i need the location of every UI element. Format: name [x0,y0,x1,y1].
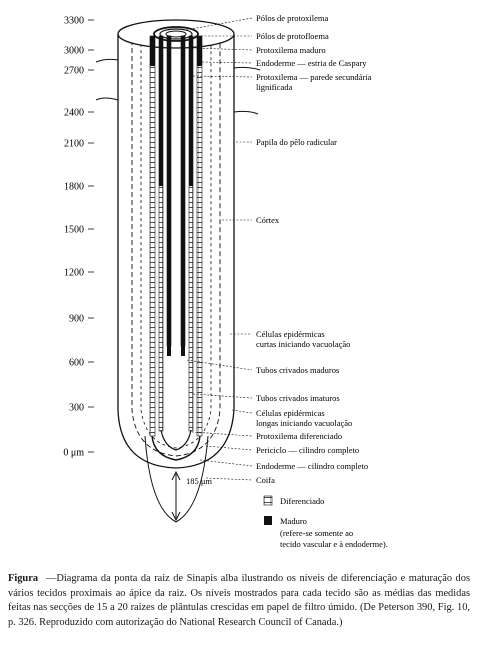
legend [264,496,388,549]
legend-mature-label: Maduro [280,516,307,526]
callout-label: Pólos de protoxilema [256,13,329,23]
legend-differentiated-label: Diferenciado [280,496,325,506]
axis-label: 1500 [64,224,84,236]
callout-label: Periciclo — cilindro completo [256,445,360,455]
callout-label: Protoxilema — parede secundária [256,72,372,82]
callout-label: Córtex [256,215,280,225]
caption-text: —Diagrama da ponta da raiz de Sinapis alba ilustrando os níveis de diferenciação e maturação dos vários tecidos proximais ao ápice da raiz. Os níveis mostrados para cada tecido são as médias das medidas feitas nas secções de 15 a 20 raízes de plântulas crescidas em papel de filtro úmido. (De Peterson 390, Fig. 10, p. 326. Reproduzido com autorização do National Research Council of Canada.) [8,573,470,628]
axis-label: 3300 [64,15,84,27]
callout-label: Coifa [256,475,275,485]
callout-label: Tubos crivados maduros [256,365,340,375]
callout-leader [232,410,252,413]
callout-label: Protoxilema maduro [256,45,326,55]
axis-label: 600 [69,357,84,369]
legend-differentiated-swatch [264,496,272,505]
root-outline [96,20,260,522]
axis-label: 900 [69,313,84,325]
callout-label: Protoxilema diferenciado [256,431,343,441]
legend-mature-note-1: (refere-se somente ao [280,528,354,538]
callout-label: Células epidérmicas [256,408,325,418]
legend-mature-swatch [264,516,272,525]
callout-leader [206,446,252,450]
axis-label: 300 [69,402,84,414]
callout-leader [202,62,252,63]
callout-label: longas iniciando vacuolação [256,418,353,428]
callout-label: Papila do pêlo radicular [256,137,337,147]
callout-label: curtas iniciando vacuolação [256,339,351,349]
callout-leader [206,478,252,480]
callout-label: Endoderme — estria de Caspary [256,58,367,68]
axis-label: 2100 [64,138,84,150]
callout-label: Endoderme — cilindro completo [256,461,369,471]
callout-label: Tubos crivados imaturos [256,393,340,403]
callout-label: Células epidérmicas [256,329,325,339]
vascular-strands [150,36,202,460]
caption-title: Figura [8,573,39,584]
axis-label: 0 μm [63,447,84,459]
axis-label: 1800 [64,181,84,193]
callout-label: lignificada [256,82,293,92]
measurement-label: 185 μm [186,476,213,486]
axis-label: 2700 [64,65,84,77]
callout-label: Pólos de protofloema [256,31,329,41]
callout-labels [186,13,372,485]
depth-axis [63,16,94,459]
legend-mature-note-2: tecido vascular e à endoderme). [280,539,388,549]
axis-label: 2400 [64,107,84,119]
figure-caption [8,572,470,630]
axis-label: 3000 [64,45,84,57]
axis-label: 1200 [64,267,84,279]
callout-leader [200,460,252,466]
